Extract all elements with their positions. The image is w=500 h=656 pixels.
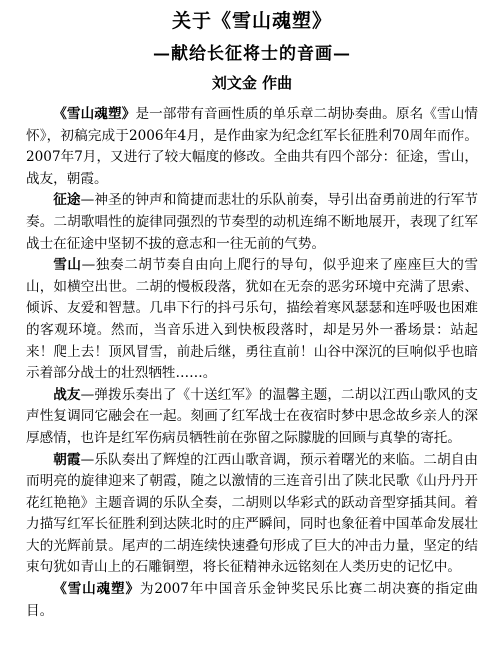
paragraph-lead: 《雪山魂塑》 [53,106,136,122]
paragraph-xueshan [26,255,478,385]
paragraph-lead: 征途 [53,192,81,209]
paragraph-lead: 朝霞 [53,451,81,468]
paragraph-text: —独奏二胡节奏自由向上爬行的导句，似乎迎来了座座巨大的雪山，如横空出世。二胡的慢板段落，犹如在无奈的恶劣环境中充满了思索、倾诉、友爱和智慧。几串下行的抖弓乐句，描绘着寒风瑟瑟和连呼吸也困难的客观环境。然而，当音乐进入到快板段落时，却是另外一番场景：站起来！爬上去！顶风冒雪，前赴后继，勇往直前！山谷中深沉的巨响似乎也暗示着部分战士的壮烈牺牲……。 [26,257,479,382]
paragraph-text: —弹拨乐奏出了《十送红军》的温馨主题，二胡以江西山歌风的支声性复调同它融会在一起。刻画了红军战士在夜宿时梦中思念故乡亲人的深厚感情，也许是红军伤病员牺牲前在弥留之际朦胧的回顾与真挚的寄托。 [26,386,479,446]
paragraph-text: —乐队奏出了辉煌的江西山歌音调，预示着曙光的来临。二胡自由而明亮的旋律迎来了朝霞，随之以激情的三连音引出了陕北民歌《山丹丹开花红艳艳》主题音调的乐队全奏，二胡则以华彩式的跃动音型穿插其间。着力描写红军长征胜利到达陕北时的庄严瞬间，同时也象征着中国革命发展壮大的光辉前景。尾声的二胡连续快速叠句形成了巨大的冲击力量，坚定的结束句犹如青山上的石雕铜塑，将长征精神永远铭刻在人类历史的记忆中。 [26,451,479,576]
composer-credit: 刘文金 作曲 [211,74,293,92]
document-subtitle: —献给长征将士的音画— [153,44,351,64]
paragraph-lead: 《雪山魂塑》 [53,581,140,598]
document-title: 关于《雪山魂塑》 [171,10,332,32]
paragraph-zhanyou [26,385,478,450]
paragraph-intro [26,104,478,190]
document-page [26,6,478,622]
paragraph-text: 是一部带有音画性质的单乐章二胡协奏曲。原名《雪山情怀》，初稿完成于2006年4月，是作曲家为纪念红军长征胜利70周年而作。2007年7月，又进行了较大幅度的修改。全曲共有四个部分：征途，雪山，战友，朝霞。 [26,106,479,187]
paragraph-lead: 战友 [53,386,81,403]
paragraph-text: 为2007年中国音乐金钟奖民乐比赛二胡决赛的指定曲目。 [26,581,479,619]
document-body [26,104,478,622]
paragraph-zhengtu [26,190,478,255]
paragraph-text: —神圣的钟声和简捷而悲壮的乐队前奏，导引出奋勇前进的行军节奏。二胡歌唱性的旋律同强烈的节奏型的动机连绵不断地展开，表现了红军战士在征途中坚韧不拔的意志和一往无前的气势。 [26,192,479,252]
paragraph-lead: 雪山 [53,257,82,274]
paragraph-closing [26,579,478,622]
paragraph-zhaoxia [26,450,478,580]
